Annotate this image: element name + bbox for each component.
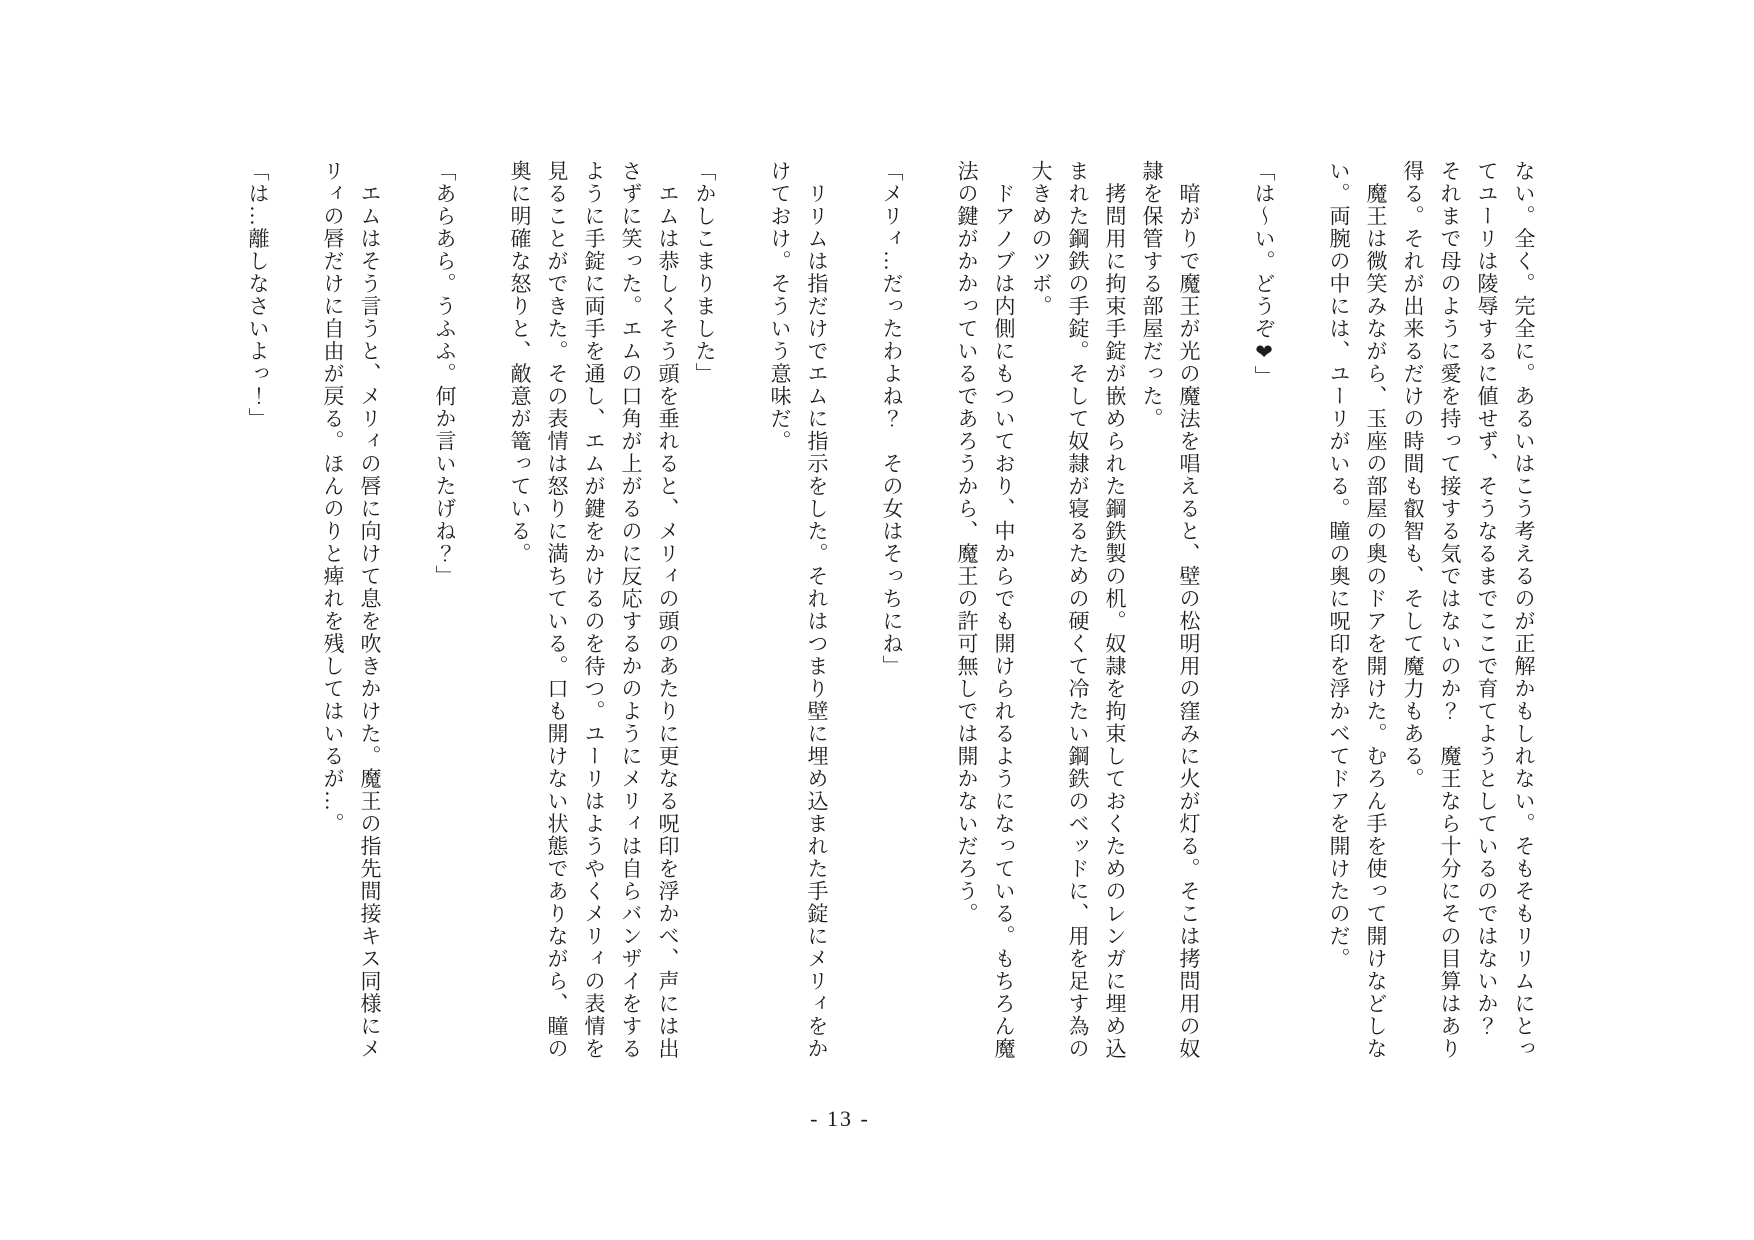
text-body [239, 160, 1542, 1068]
paragraph: 「メリィ…だったわよね？ その女はそっちにね」 [880, 160, 904, 678]
paragraph: 暗がりで魔王が光の魔法を唱えると、壁の松明用の窪みに火が灯る。そこは拷問用の奴隷を保管する部屋だった。 [1140, 160, 1201, 1060]
paragraph: 「は〜い。どうぞ❤」 [1252, 160, 1276, 388]
paragraph: ドアノブは内側にもついており、中からでも開けられるようになっている。もちろん魔法の鍵がかかっているであろうから、魔王の許可無しでは開かないだろう。 [955, 160, 1016, 1060]
paragraph: 「は…離しなさいよっ！」 [246, 160, 270, 430]
paragraph: 魔王は微笑みながら、玉座の部屋の奥のドアを開けた。むろん手を使って開けなどしない。両腕の中には、ユーリがいる。瞳の奥に呪印を浮かべてドアを開けたのだ。 [1327, 160, 1388, 1060]
paragraph: リリムは指だけでエムに指示をした。それはつまり壁に埋め込まれた手錠にメリィをかけておけ。そういう意味だ。 [768, 160, 829, 1060]
paragraph: 「かしこまりました」 [693, 160, 717, 385]
paragraph: ない。全く。完全に。あるいはこう考えるのが正解かもしれない。そもそもリリムにとってユーリは陵辱するに値せず、そうなるまでここで育てようとしているのではないか？ それまで母のように愛を持って接する気ではないのか？ 魔王なら十分にその目算はあり得る。それが出来るだけの時間も叡智も、そして魔力もある。 [1401, 160, 1536, 1060]
paragraph: エムは恭しくそう頭を垂れると、メリィの頭のあたりに更なる呪印を浮かべ、声には出さずに笑った。エムの口角が上がるのに反応するかのようにメリィは自らバンザイをするように手錠に両手を通し、エムが鍵をかけるのを待つ。ユーリはようやくメリィの表情を見ることができた。その表情は怒りに満ちている。口も開けない状態でありながら、瞳の奥に明確な怒りと、敵意が篭っている。 [508, 160, 680, 1060]
page-number: - 13 - [810, 1106, 870, 1131]
paragraph: 「あらあら。うふふ。何か言いたげね？」 [433, 160, 457, 588]
paragraph: 拷問用に拘束手錠が嵌められた鋼鉄製の机。奴隷を拘束しておくためのレンガに埋め込まれた鋼鉄の手錠。そして奴隷が寝るための硬くて冷たい鋼鉄のベッドに、用を足す為の大きめのツボ。 [1029, 160, 1127, 1060]
paragraph: エムはそう言うと、メリィの唇に向けて息を吹きかけた。魔王の指先間接キス同様にメリィの唇だけに自由が戻る。ほんのりと痺れを残してはいるが…。 [321, 160, 382, 1060]
